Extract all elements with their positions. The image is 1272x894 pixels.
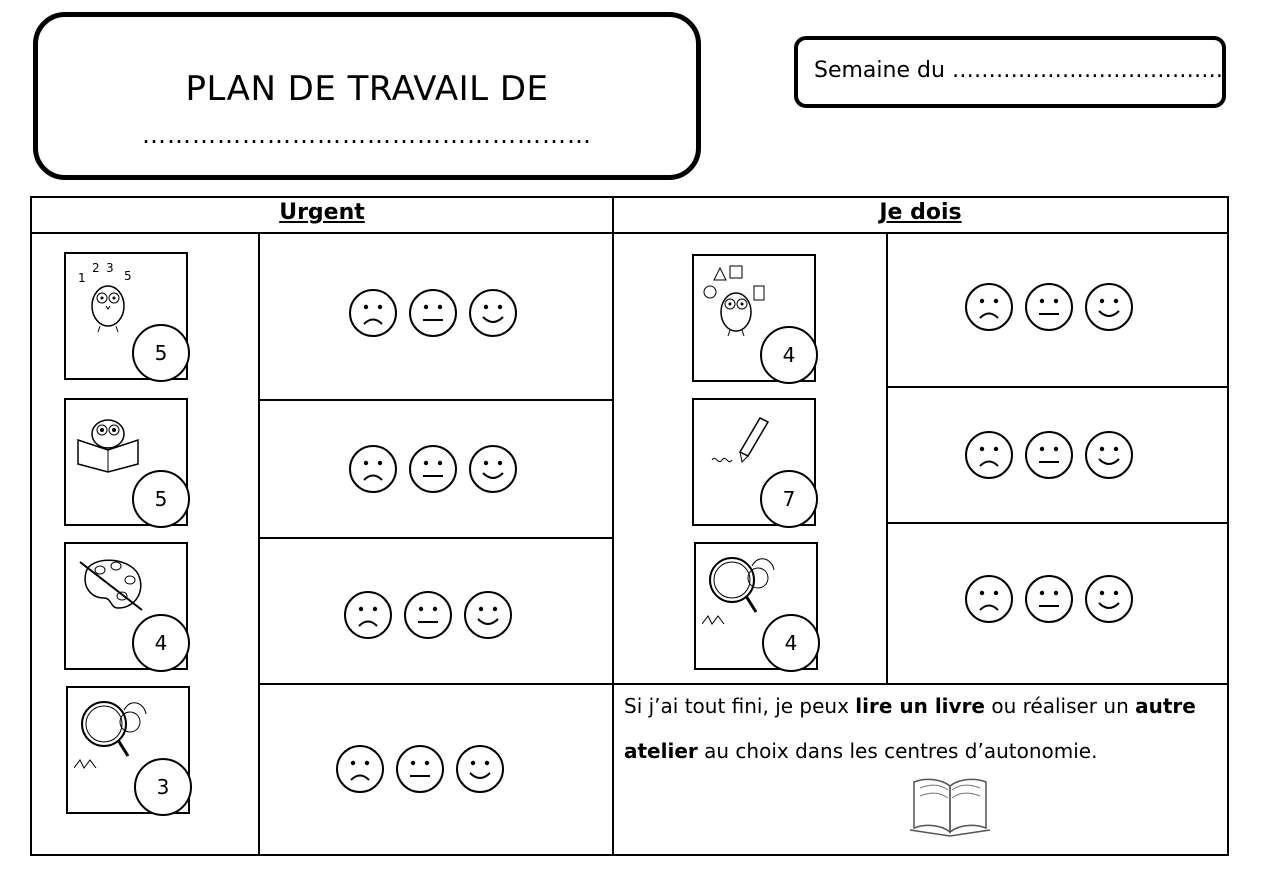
count-badge: 5 bbox=[132, 324, 190, 382]
page-title: PLAN DE TRAVAIL DE bbox=[185, 69, 549, 109]
task-card bbox=[64, 252, 188, 380]
note-text: Si j’ai tout fini, je peux bbox=[624, 694, 856, 718]
task-card bbox=[66, 686, 190, 814]
happy-face-icon[interactable] bbox=[455, 744, 505, 794]
happy-face-icon[interactable] bbox=[1084, 282, 1134, 332]
happy-face-icon[interactable] bbox=[463, 590, 513, 640]
note-emphasis: lire un livre bbox=[855, 694, 985, 718]
sad-face-icon[interactable] bbox=[343, 590, 393, 640]
count-badge: 5 bbox=[132, 470, 190, 528]
rating-faces bbox=[964, 282, 1134, 332]
sad-face-icon[interactable] bbox=[348, 444, 398, 494]
svg-text:3: 3 bbox=[106, 261, 114, 275]
svg-text:2: 2 bbox=[92, 261, 100, 275]
task-card bbox=[694, 542, 818, 670]
note-emphasis: autre atelier bbox=[624, 694, 1196, 763]
svg-text:5: 5 bbox=[124, 269, 132, 283]
count-badge: 4 bbox=[132, 614, 190, 672]
note-text: ou réaliser un bbox=[985, 694, 1136, 718]
count-badge: 7 bbox=[760, 470, 818, 528]
neutral-face-icon[interactable] bbox=[408, 288, 458, 338]
week-box bbox=[794, 36, 1226, 108]
sad-face-icon[interactable] bbox=[964, 430, 1014, 480]
happy-face-icon[interactable] bbox=[468, 444, 518, 494]
name-blank-line[interactable]: ……………………………………………… bbox=[142, 121, 592, 149]
rating-faces bbox=[348, 444, 518, 494]
neutral-face-icon[interactable] bbox=[1024, 574, 1074, 624]
neutral-face-icon[interactable] bbox=[395, 744, 445, 794]
svg-text:1: 1 bbox=[78, 271, 86, 285]
happy-face-icon[interactable] bbox=[1084, 430, 1134, 480]
neutral-face-icon[interactable] bbox=[408, 444, 458, 494]
column-header-urgent: Urgent bbox=[279, 200, 365, 225]
owl-shapes-icon bbox=[700, 262, 780, 342]
neutral-face-icon[interactable] bbox=[1024, 430, 1074, 480]
rating-faces bbox=[964, 430, 1134, 480]
task-card bbox=[692, 254, 816, 382]
bonus-note bbox=[624, 684, 1224, 774]
rating-faces bbox=[343, 590, 513, 640]
count-badge: 4 bbox=[762, 614, 820, 672]
task-card bbox=[64, 542, 188, 670]
column-header-je-dois: Je dois bbox=[879, 200, 962, 225]
task-card bbox=[692, 398, 816, 526]
neutral-face-icon[interactable] bbox=[403, 590, 453, 640]
count-badge: 3 bbox=[134, 758, 192, 816]
title-box bbox=[33, 12, 701, 180]
open-book-icon bbox=[908, 772, 992, 838]
happy-face-icon[interactable] bbox=[468, 288, 518, 338]
sad-face-icon[interactable] bbox=[335, 744, 385, 794]
paint-palette-icon bbox=[72, 550, 152, 620]
neutral-face-icon[interactable] bbox=[1024, 282, 1074, 332]
sad-face-icon[interactable] bbox=[348, 288, 398, 338]
week-label[interactable]: Semaine du ………………………………. bbox=[814, 58, 1223, 83]
rating-faces bbox=[335, 744, 505, 794]
task-card bbox=[64, 398, 188, 526]
owl-numbers-icon bbox=[72, 260, 152, 340]
owl-reading-icon bbox=[72, 406, 152, 476]
count-badge: 4 bbox=[760, 326, 818, 384]
happy-face-icon[interactable] bbox=[1084, 574, 1134, 624]
sad-face-icon[interactable] bbox=[964, 574, 1014, 624]
note-text: au choix dans les centres d’autonomie. bbox=[697, 739, 1098, 763]
rating-faces bbox=[964, 574, 1134, 624]
pencil-writing-icon bbox=[700, 406, 780, 476]
rating-faces bbox=[348, 288, 518, 338]
sad-face-icon[interactable] bbox=[964, 282, 1014, 332]
